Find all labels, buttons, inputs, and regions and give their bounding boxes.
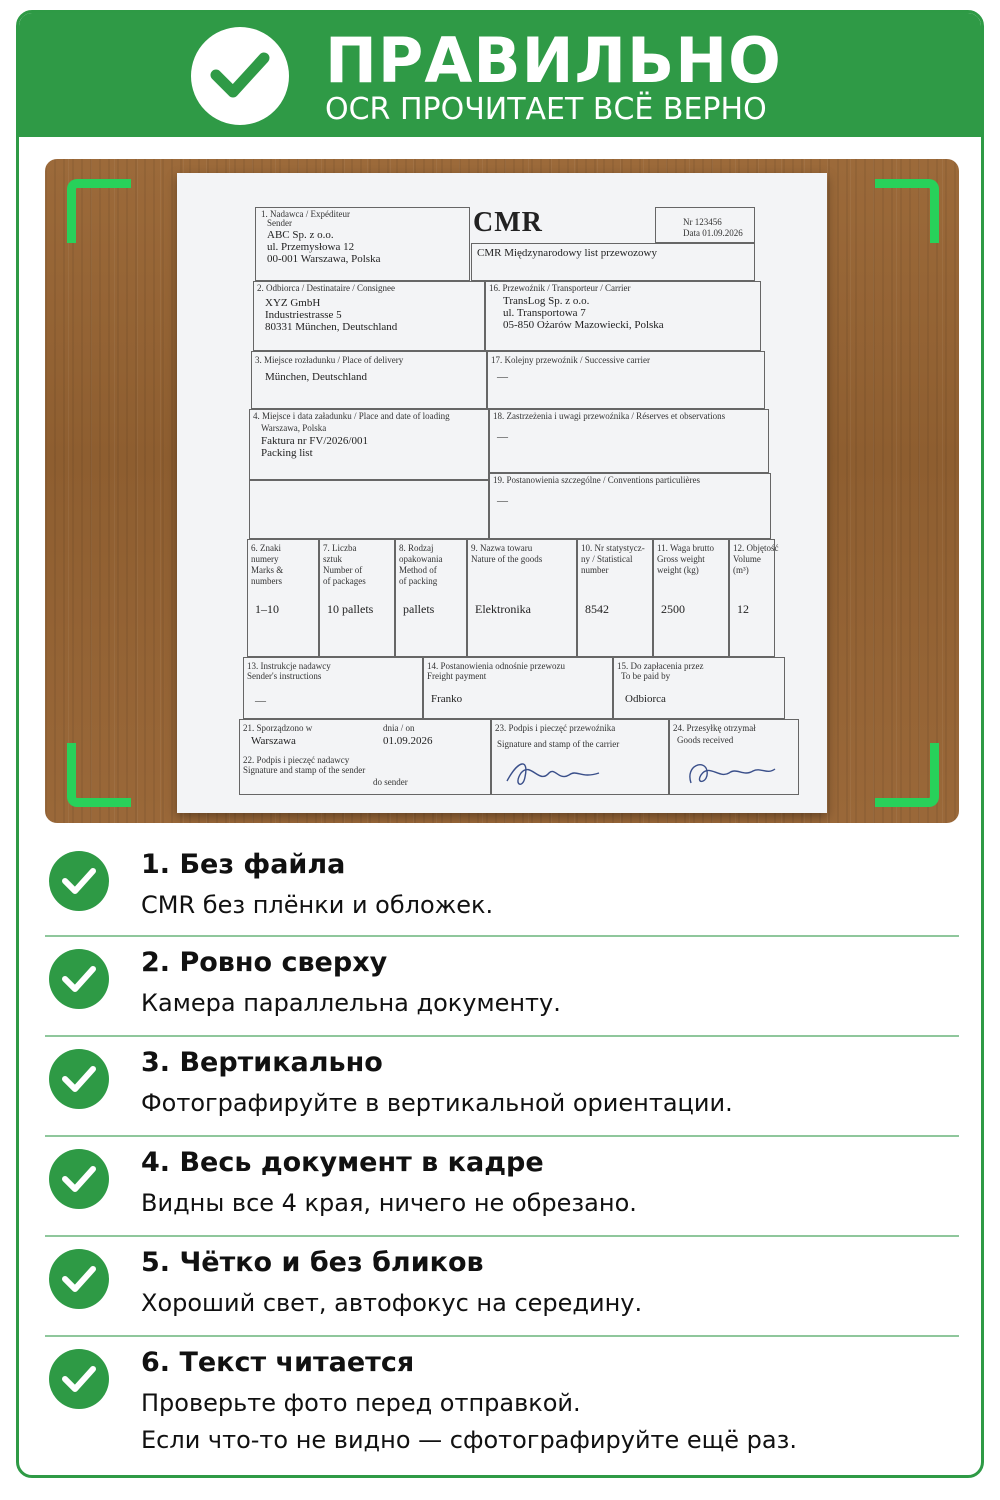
- check-circle-icon: [49, 1349, 109, 1409]
- field-22-label-1: 22. Podpis i pieczęć nadawcy: [243, 755, 350, 765]
- field-17-label: 17. Kolejny przewoźnik / Successive carrier: [491, 355, 650, 365]
- field-1-line-2: ul. Przemysłowa 12: [267, 241, 355, 253]
- check-circle-icon: [49, 1249, 109, 1309]
- field-19-label: 19. Postanowienia szczególne / Conventions particulières: [493, 475, 700, 485]
- goods-column-label: ny / Statistical: [581, 554, 633, 564]
- field-2-line-1: XYZ GmbH: [265, 297, 321, 309]
- field-15-label-2: To be paid by: [621, 671, 671, 681]
- goods-column-label: (m³): [733, 565, 749, 575]
- field-4-label: 4. Miejsce i data załadunku / Place and date of loading: [253, 411, 450, 421]
- field-22-label-2: Signature and stamp of the sender: [243, 765, 366, 775]
- goods-column-label: numery: [251, 554, 279, 564]
- goods-column-label: Method of: [399, 565, 437, 575]
- goods-column-label: numbers: [251, 576, 282, 586]
- field-14-label-1: 14. Postanowienia odnośnie przewozu: [427, 661, 565, 671]
- goods-column-value: Elektronika: [475, 602, 531, 616]
- checklist-item-title: 5. Чётко и без бликов: [141, 1247, 484, 1278]
- goods-column-label: 8. Rodzaj: [399, 543, 434, 553]
- field-23-label-2: Signature and stamp of the carrier: [497, 739, 620, 749]
- field-15-label-1: 15. Do zapłacenia przez: [617, 661, 704, 671]
- field-1-line-1: ABC Sp. z o.o.: [267, 229, 334, 241]
- field-4-line-2: Faktura nr FV/2026/001: [261, 435, 368, 447]
- field-4-line-3: Packing list: [261, 447, 313, 459]
- carrier-signature: [499, 755, 609, 791]
- field-23-label-1: 23. Podpis i pieczęć przewoźnika: [495, 723, 616, 733]
- field-1-sub: Sender: [267, 218, 292, 228]
- goods-column-value: 1–10: [255, 602, 279, 616]
- goods-column-label: 7. Liczba: [323, 543, 357, 553]
- field-21-value: Warszawa: [251, 735, 296, 747]
- field-18-value: —: [497, 431, 508, 443]
- goods-column-label: 6. Znaki: [251, 543, 281, 553]
- field-16-line-3: 05-850 Ożarów Mazowiecki, Polska: [503, 319, 664, 331]
- checklist-item-description: Хороший свет, автофокус на середину.: [141, 1289, 643, 1317]
- document-date: Data 01.09.2026: [683, 228, 743, 238]
- goods-column-label: Number of: [323, 565, 363, 575]
- goods-column-label: of packages: [323, 576, 366, 586]
- field-2-line-3: 80331 München, Deutschland: [265, 321, 398, 333]
- field-19-value: —: [497, 495, 508, 507]
- field-24-label-1: 24. Przesyłkę otrzymał: [673, 723, 756, 733]
- goods-column-label: Volume: [733, 554, 761, 564]
- field-3-label: 3. Miejsce rozładunku / Place of delivery: [255, 355, 404, 365]
- receiver-signature: [681, 755, 781, 791]
- field-4-line-1: Warszawa, Polska: [261, 423, 327, 433]
- goods-column-label: sztuk: [323, 554, 342, 564]
- goods-column-value: 12: [737, 602, 749, 616]
- header-banner: [19, 13, 981, 137]
- cmr-subtitle: CMR Międzynarodowy list przewozowy: [477, 247, 657, 259]
- cmr-document: [177, 173, 827, 813]
- goods-column-label: Gross weight: [657, 554, 705, 564]
- field-15-value: Odbiorca: [625, 693, 666, 705]
- check-circle-icon: [49, 949, 109, 1009]
- goods-column-label: opakowania: [399, 554, 443, 564]
- checklist-item-title: 6. Текст читается: [141, 1347, 415, 1378]
- field-4-divider: [249, 479, 489, 481]
- goods-column-value: 10 pallets: [327, 602, 374, 616]
- checklist-item-title: 2. Ровно сверху: [141, 947, 388, 978]
- field-24-label-2: Goods received: [677, 735, 734, 745]
- field-16-line-1: TransLog Sp. z o.o.: [503, 295, 590, 307]
- goods-column-value: 8542: [585, 602, 609, 616]
- goods-column-label: Nature of the goods: [471, 554, 543, 564]
- checklist-item: [45, 1337, 959, 1478]
- check-circle-icon: [49, 1149, 109, 1209]
- field-21-date-label: dnia / on: [383, 723, 415, 733]
- field-13-value: —: [255, 695, 266, 707]
- checklist: [45, 839, 959, 1478]
- goods-column-label: number: [581, 565, 609, 575]
- check-circle-icon: [49, 851, 109, 911]
- checklist-item-title: 1. Без файла: [141, 849, 346, 880]
- goods-column-label: 10. Nr statystycz-: [581, 543, 645, 553]
- instruction-card: [16, 10, 984, 1478]
- field-18-label: 18. Zastrzeżenia i uwagi przewoźnika / Réserves et observations: [493, 411, 726, 421]
- cmr-title: CMR: [473, 207, 543, 238]
- goods-column-label: 11. Waga brutto: [657, 543, 715, 553]
- header-title: ПРАВИЛЬНО: [325, 24, 782, 97]
- field-22-extra: do sender: [373, 777, 408, 787]
- header-subtitle: OCR ПРОЧИТАЕТ ВСЁ ВЕРНО: [325, 92, 767, 127]
- checklist-item: [45, 937, 959, 1037]
- checklist-item-description: CMR без плёнки и обложек.: [141, 891, 494, 919]
- field-1-label: 1. Nadawca / Expéditeur: [261, 209, 350, 219]
- field-2-label: 2. Odbiorca / Destinataire / Consignee: [257, 283, 395, 293]
- checklist-item: [45, 1237, 959, 1337]
- checklist-item-description: Камера параллельна документу.: [141, 989, 561, 1017]
- checklist-item: [45, 1037, 959, 1137]
- goods-column-label: of packing: [399, 576, 438, 586]
- field-21-label: 21. Sporządzono w: [243, 723, 313, 733]
- checklist-item-title: 3. Вертикально: [141, 1047, 383, 1078]
- checklist-item-description: Видны все 4 края, ничего не обрезано.: [141, 1189, 637, 1217]
- checklist-item-title: 4. Весь документ в кадре: [141, 1147, 544, 1178]
- field-16-line-2: ul. Transportowa 7: [503, 307, 586, 319]
- checklist-item-description: Если что-то не видно — сфотографируйте ещё раз.: [141, 1426, 798, 1454]
- frame-corner-top-left: [67, 179, 131, 243]
- check-icon: [191, 27, 289, 125]
- goods-column-label: weight (kg): [657, 565, 699, 575]
- check-circle-icon: [49, 1049, 109, 1109]
- frame-corner-top-right: [875, 179, 939, 243]
- field-13-label-2: Sender's instructions: [247, 671, 322, 681]
- field-21-date: 01.09.2026: [383, 735, 433, 747]
- checklist-item: [45, 839, 959, 937]
- field-2-line-2: Industriestrasse 5: [265, 309, 342, 321]
- checklist-item: [45, 1137, 959, 1237]
- frame-corner-bottom-right: [875, 743, 939, 807]
- goods-column-value: pallets: [403, 602, 435, 616]
- field-16-label: 16. Przewoźnik / Transporteur / Carrier: [489, 283, 631, 293]
- checklist-item-description: Фотографируйте в вертикальной ориентации.: [141, 1089, 733, 1117]
- document-number: Nr 123456: [683, 217, 722, 227]
- field-17-value: —: [497, 371, 508, 383]
- goods-column-label: 12. Objętość: [733, 543, 779, 553]
- field-13-label-1: 13. Instrukcje nadawcy: [247, 661, 331, 671]
- goods-column-value: 2500: [661, 602, 685, 616]
- goods-column-label: 9. Nazwa towaru: [471, 543, 533, 553]
- field-14-value: Franko: [431, 693, 463, 705]
- frame-corner-bottom-left: [67, 743, 131, 807]
- field-3-value: München, Deutschland: [265, 371, 368, 383]
- field-1-line-3: 00-001 Warszawa, Polska: [267, 253, 381, 265]
- goods-column-label: Marks &: [251, 565, 284, 575]
- document-photo: [45, 159, 959, 823]
- checklist-item-description: Проверьте фото перед отправкой.: [141, 1389, 581, 1417]
- field-14-label-2: Freight payment: [427, 671, 487, 681]
